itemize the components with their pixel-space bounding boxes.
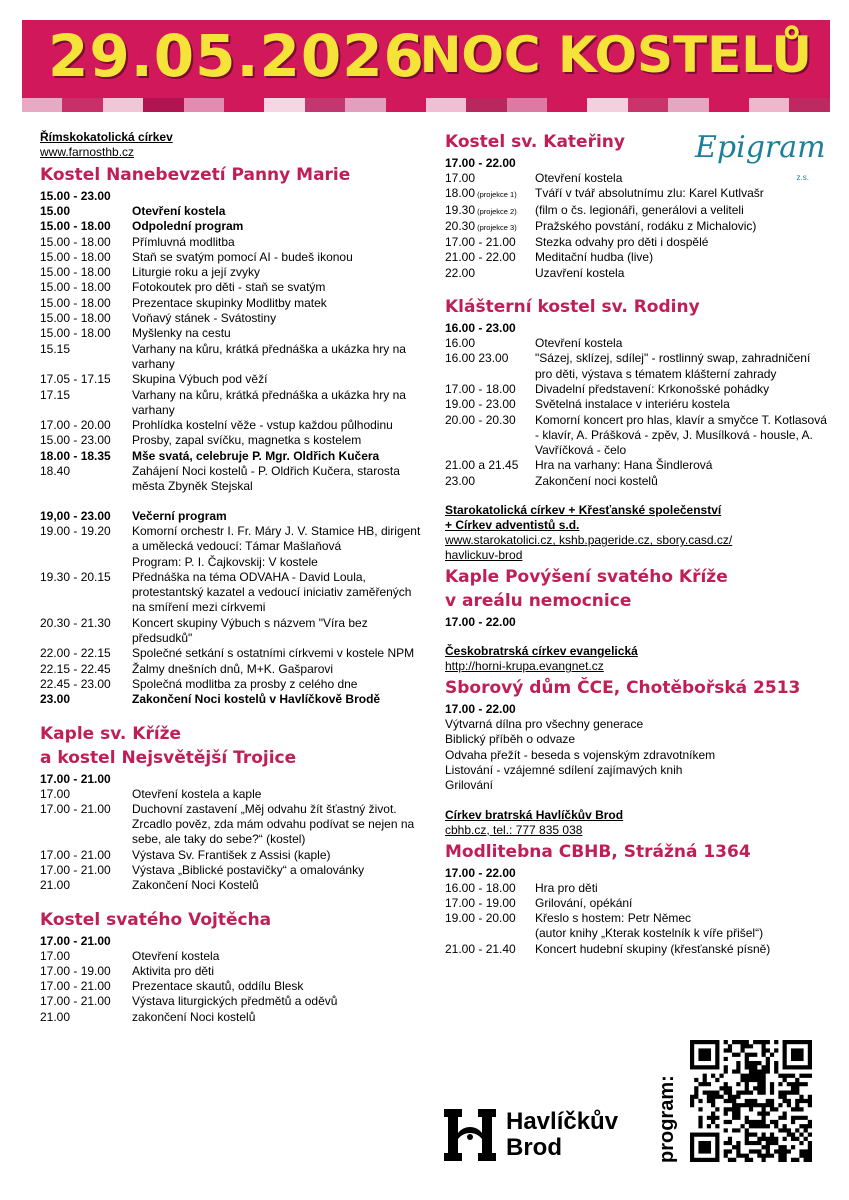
org-name: Církev bratrská Havlíčkův Brod: [445, 807, 624, 822]
church-title: Modlitebna CBHB, Strážná 1364: [445, 841, 751, 862]
schedule-time: [40, 555, 132, 570]
schedule-description: Aktivita pro děti: [132, 963, 215, 978]
strip-segment: [668, 98, 708, 112]
church-title: Kostel svatého Vojtěcha: [40, 909, 272, 930]
left-column: [40, 130, 425, 1025]
schedule-description: Prohlídka kostelní věže - vstup každou půlhodinu: [132, 418, 393, 433]
schedule-row: [40, 863, 425, 878]
program-item: Listování - vzájemné sdílení zajímavých knih: [445, 762, 683, 777]
schedule-time: 18.00 - 18.35: [40, 448, 111, 463]
schedule-row: [40, 204, 425, 219]
schedule-time: 15.00: [40, 204, 71, 218]
schedule-time: 15.00 - 18.00: [40, 326, 111, 341]
schedule-row: [40, 418, 425, 433]
schedule-time: 15.00 - 18.00: [40, 234, 111, 249]
strip-segment: [224, 98, 264, 112]
right-column: [445, 130, 830, 957]
schedule-row: [445, 413, 830, 459]
strip-segment: [345, 98, 385, 112]
schedule-row: [40, 296, 425, 311]
strip-segment: [305, 98, 345, 112]
schedule-row: [40, 555, 425, 570]
strip-segment: [426, 98, 466, 112]
schedule-time: 15.00 - 18.00: [40, 265, 111, 280]
church-title: Kaple sv. Kříže: [40, 723, 182, 744]
schedule-description: Prosby, zapal svíčku, magnetka s kostelem: [132, 433, 362, 448]
schedule-row: [40, 646, 425, 661]
schedule-description: Výstava Sv. František z Assisi (kaple): [132, 847, 331, 862]
schedule-list: [40, 949, 425, 1025]
schedule-row: [445, 336, 830, 351]
program-qr-code[interactable]: [690, 1040, 812, 1162]
schedule-description: Otevření kostela a kaple: [132, 786, 262, 801]
projection-note: (projekce 2): [475, 206, 517, 216]
schedule-list: [40, 204, 425, 495]
schedule-time: 15.00 - 23.00: [40, 433, 111, 448]
schedule-description: Zakončení Noci Kostelů: [132, 878, 259, 893]
schedule-time: 15.15: [40, 341, 71, 356]
schedule-row: [40, 979, 425, 994]
schedule-time: 22.00 - 22.15: [40, 646, 111, 661]
schedule-description: Koncert skupiny Výbuch s názvem "Víra bez předsudků": [132, 615, 368, 646]
schedule-row: [445, 926, 830, 941]
schedule-description: Skupina Výbuch pod věží: [132, 372, 268, 387]
time-range: 17.00 - 21.00: [40, 771, 111, 786]
schedule-description: Hra na varhany: Hana Šindlerová: [535, 458, 713, 473]
schedule-row: [40, 280, 425, 295]
projection-note: (projekce 1): [475, 190, 517, 200]
schedule-description: Zahájení Noci kostelů - P. Oldřich Kučera, starosta města Zbyněk Stejskal: [132, 464, 400, 494]
schedule-time: 21.00 - 21.40: [445, 941, 516, 956]
schedule-time: 19.00 - 23.00: [445, 397, 516, 412]
church-title: Klášterní kostel sv. Rodiny: [445, 297, 700, 318]
schedule-description: (film o čs. legionáři, generálovi a veliteli: [535, 202, 744, 217]
schedule-time: 19,00 - 23.00: [40, 508, 111, 523]
church-title: Kostel Nanebevzetí Panny Marie: [40, 165, 351, 185]
schedule-time: 18.00 (projekce 1): [445, 186, 517, 201]
schedule-row: [40, 464, 425, 495]
schedule-row: [445, 219, 830, 235]
schedule-time: 22.15 - 22.45: [40, 661, 111, 676]
time-range: 17.00 - 22.00: [445, 156, 516, 170]
org-website-link-line2[interactable]: havlickuv-brod: [445, 548, 523, 563]
schedule-list: [445, 336, 830, 489]
schedule-description: Komorní koncert pro hlas, klavír a smyčce T. Kotlasová - klavír, A. Prášková - zpěv, J. Musílková - housle, A. Vavříčková - čelo: [535, 412, 827, 458]
schedule-row: [445, 250, 830, 265]
schedule-time: 17.00 - 20.00: [40, 418, 111, 433]
schedule-row: [40, 388, 425, 419]
program-item: Biblický příběh o odvaze: [445, 732, 576, 747]
schedule-description: Voňavý stánek - Svátostiny: [132, 311, 277, 326]
schedule-description: Žalmy dnešních dnů, M+K. Gašparovi: [132, 661, 334, 676]
schedule-time: 17.00 - 21.00: [445, 235, 516, 250]
schedule-time: 21.00: [40, 878, 71, 893]
schedule-row: [40, 509, 425, 524]
qr-finder-pattern: [690, 1040, 719, 1069]
schedule-description: Divadelní představení: Krkonošské pohádky: [535, 381, 770, 396]
schedule-time: 18.40: [40, 464, 71, 479]
time-range: 15.00 - 23.00: [40, 189, 111, 203]
schedule-row: [40, 250, 425, 265]
schedule-time: 15.00 - 18.00: [40, 249, 111, 264]
program-label: [648, 1065, 688, 1165]
epigram-logo-sub: z.s.: [796, 173, 809, 182]
org-name: Starokatolická církev + Křesťanské společenství: [445, 503, 722, 518]
schedule-row: [40, 692, 425, 707]
schedule-time: 20.00 - 20.30: [445, 412, 516, 427]
schedule-row: [40, 433, 425, 448]
strip-segment: [62, 98, 102, 112]
schedule-description: Myšlenky na cestu: [132, 326, 231, 341]
schedule-row: [40, 949, 425, 964]
schedule-time: 23.00: [40, 692, 71, 707]
strip-segment: [264, 98, 304, 112]
program-label-text: program:: [656, 1075, 678, 1163]
strip-segment: [547, 98, 587, 112]
qr-finder-pattern: [690, 1133, 719, 1162]
schedule-description: "Sázej, sklízej, sdílej" - rostlinný swap, zahradničení pro děti, výstava s tématem klášterní zahrady: [535, 351, 811, 381]
schedule-description: Varhany na kůru, krátká přednáška a ukázka hry na varhany: [132, 387, 406, 417]
schedule-description: Světelná instalace v interiéru kostela: [535, 397, 730, 412]
schedule-description: Večerní program: [132, 508, 227, 523]
schedule-description: Program: P. I. Čajkovskij: V kostele: [132, 554, 318, 569]
banner-color-strip: [22, 98, 830, 112]
schedule-description: Duchovní zastavení „Měj odvahu žít šťastný život. Zrcadlo pověz, zda mám odvahu podívat se nejen na sebe, ale taky do sebe?“ (kostel): [132, 801, 415, 847]
org-name: Českobratrská církev evangelická: [445, 644, 638, 659]
schedule-time: 16.00 - 18.00: [445, 880, 516, 895]
schedule-row: [40, 219, 425, 234]
org-website-link[interactable]: www.farnosthb.cz: [40, 145, 135, 159]
schedule-description: Prezentace skautů, oddílu Blesk: [132, 979, 304, 994]
schedule-description: Meditační hudba (live): [535, 250, 654, 265]
schedule-time: 17.00 - 21.00: [40, 801, 111, 816]
schedule-description: Zakončení Noci kostelů v Havlíčkově Brodě: [132, 692, 381, 707]
schedule-description: (autor knihy „Kterak kostelník k víře přišel“): [535, 926, 764, 941]
program-item: Výtvarná dílna pro všechny generace: [445, 717, 644, 732]
schedule-time: 17.00 - 21.00: [40, 862, 111, 877]
schedule-description: Stezka odvahy pro děti i dospělé: [535, 235, 709, 250]
header-banner: [22, 20, 830, 112]
schedule-description: Výstava liturgických předmětů a oděvů: [132, 994, 338, 1009]
schedule-row: [40, 1010, 425, 1025]
city-name-line2: Brod: [506, 1134, 562, 1161]
schedule-row: [40, 449, 425, 464]
schedule-row: [445, 474, 830, 489]
schedule-row: [40, 524, 425, 555]
schedule-row: [445, 235, 830, 250]
church-title: Kaple Povýšení svatého Kříže: [445, 567, 728, 588]
schedule-list-evening: [40, 509, 425, 708]
strip-segment: [184, 98, 224, 112]
schedule-row: [445, 397, 830, 412]
strip-segment: [22, 98, 62, 112]
schedule-time: 17.00 - 18.00: [445, 381, 516, 396]
strip-segment: [789, 98, 829, 112]
schedule-row: [40, 677, 425, 692]
schedule-list: [445, 881, 830, 957]
schedule-row: [445, 896, 830, 911]
schedule-description: Zakončení noci kostelů: [535, 473, 658, 488]
schedule-description: zakončení Noci kostelů: [132, 1009, 256, 1024]
church-subtitle: a kostel Nejsvětější Trojice: [40, 747, 297, 768]
schedule-description: Mše svatá, celebruje P. Mgr. Oldřich Kučera: [132, 448, 380, 463]
time-range: 17.00 - 22.00: [445, 702, 516, 717]
schedule-list: [445, 171, 830, 281]
schedule-time: 17.00 - 19.00: [445, 895, 516, 910]
schedule-time: 22.45 - 23.00: [40, 676, 111, 691]
schedule-description: Otevření kostela: [132, 204, 226, 218]
projection-note: (projekce 3): [475, 222, 517, 232]
strip-segment: [749, 98, 789, 112]
strip-segment: [709, 98, 749, 112]
schedule-time: 15.00 - 18.00: [40, 280, 111, 295]
schedule-row: [445, 171, 830, 186]
schedule-description: Hra pro děti: [535, 880, 598, 895]
schedule-time: 19.30 - 20.15: [40, 569, 111, 584]
schedule-time: 17.00: [40, 786, 71, 801]
schedule-time: 15.00 - 18.00: [40, 219, 111, 234]
city-emblem-icon: [444, 1107, 496, 1163]
schedule-row: [40, 570, 425, 616]
schedule-time: 17.00: [445, 171, 476, 185]
strip-segment: [143, 98, 183, 112]
city-logo: [444, 1105, 644, 1165]
schedule-row: [40, 311, 425, 326]
schedule-time: 17.15: [40, 387, 71, 402]
schedule-time: 17.00 - 21.00: [40, 994, 111, 1009]
schedule-row: [445, 942, 830, 957]
schedule-row: [40, 848, 425, 863]
schedule-row: [445, 266, 830, 281]
schedule-time: 19.00 - 20.00: [445, 911, 516, 926]
event-date: 29.05.2026: [48, 22, 425, 90]
schedule-row: [40, 964, 425, 979]
schedule-row: [40, 787, 425, 802]
schedule-row: [445, 351, 830, 382]
schedule-time: 21.00 - 22.00: [445, 250, 516, 265]
schedule-description: Přednáška na téma ODVAHA - David Loula, protestantský kazatel a vedoucí iniciativ zaměřených na smíření mezi církvemi: [132, 569, 412, 615]
strip-segment: [507, 98, 547, 112]
strip-segment: [587, 98, 627, 112]
schedule-description: Prezentace skupinky Modlitby matek: [132, 295, 327, 310]
schedule-row: [445, 382, 830, 397]
schedule-description: Staň se svatým pomocí AI - budeš ikonou: [132, 249, 353, 264]
schedule-description: Komorní orchestr I. Fr. Máry J. V. Stamice HB, dirigent a umělecká vedoucí: Támar Mašlaňová: [132, 523, 421, 554]
schedule-time: 21.00: [40, 1009, 71, 1024]
church-title: Kostel sv. Kateřiny: [445, 132, 625, 152]
schedule-row: [445, 186, 830, 202]
schedule-row: [40, 326, 425, 341]
schedule-row: [40, 802, 425, 848]
schedule-time: 22.00: [445, 265, 476, 280]
schedule-row: [40, 994, 425, 1009]
schedule-description: Otevření kostela: [535, 171, 623, 185]
schedule-row: [40, 235, 425, 250]
schedule-time: [445, 926, 535, 941]
schedule-time: 17.05 - 17.15: [40, 372, 111, 387]
schedule-time: 17.00 - 19.00: [40, 963, 111, 978]
program-list: [445, 717, 830, 793]
church-subtitle: v areálu nemocnice: [445, 591, 632, 612]
schedule-description: Otevření kostela: [132, 948, 220, 963]
strip-segment: [628, 98, 668, 112]
church-title: Sborový dům ČCE, Chotěbořská 2513: [445, 678, 801, 699]
schedule-row: [445, 458, 830, 473]
schedule-time: 17.00: [40, 948, 71, 963]
program-item: Grilování: [445, 778, 494, 793]
schedule-time: 19.30 (projekce 2): [445, 202, 517, 217]
strip-segment: [466, 98, 506, 112]
schedule-description: Společná modlitba za prosby z celého dne: [132, 676, 358, 691]
schedule-description: Výstava „Biblické postavičky“ a omalovánky: [132, 862, 365, 877]
epigram-logo-text: Epigram: [695, 130, 826, 165]
schedule-time: 23.00: [445, 473, 476, 488]
city-name-line1: Havlíčkův: [506, 1108, 619, 1135]
schedule-row: [40, 878, 425, 893]
time-range: 17.00 - 22.00: [445, 865, 516, 880]
event-title: NOC KOSTELŮ: [419, 26, 812, 84]
schedule-description: Koncert hudební skupiny (křesťanské písně): [535, 941, 771, 956]
schedule-time: 16.00 23.00: [445, 351, 509, 366]
schedule-description: Uzavření kostela: [535, 265, 625, 280]
schedule-description: Liturgie roku a její zvyky: [132, 265, 261, 280]
schedule-description: Křeslo s hostem: Petr Němec: [535, 911, 692, 926]
schedule-description: Fotokoutek pro děti - staň se svatým: [132, 280, 326, 295]
time-range: 17.00 - 22.00: [445, 615, 516, 630]
time-range: 16.00 - 23.00: [445, 321, 516, 336]
schedule-time: 21.00 a 21.45: [445, 458, 519, 473]
strip-segment: [103, 98, 143, 112]
schedule-time: 15.00 - 18.00: [40, 311, 111, 326]
schedule-description: Varhany na kůru, krátká přednáška a ukázka hry na varhany: [132, 341, 406, 371]
schedule-time: 16.00: [445, 336, 476, 351]
schedule-time: 17.00 - 21.00: [40, 847, 111, 862]
org-name: Římskokatolická církev: [40, 130, 173, 144]
time-range: 17.00 - 21.00: [40, 933, 111, 948]
schedule-row: [40, 342, 425, 373]
schedule-row: [445, 911, 830, 926]
schedule-row: [40, 616, 425, 647]
schedule-time: 20.30 (projekce 3): [445, 218, 517, 233]
schedule-row: [40, 662, 425, 677]
schedule-description: Odpolední program: [132, 219, 244, 234]
schedule-row: [445, 203, 830, 219]
schedule-list: [40, 787, 425, 894]
org-website-link[interactable]: http://horni-krupa.evangnet.cz: [445, 659, 604, 674]
schedule-row: [445, 881, 830, 896]
org-website-link[interactable]: www.starokatolici.cz, kshb.pageride.cz, sbory.casd.cz/: [445, 533, 733, 548]
schedule-time: 15.00 - 18.00: [40, 295, 111, 310]
schedule-description: Tváří v tvář absolutnímu zlu: Karel Kutlvašr: [535, 186, 764, 201]
schedule-description: Grilování, opékání: [535, 895, 633, 910]
program-item: Odvaha přežít - beseda s vojenským zdravotníkem: [445, 747, 716, 762]
schedule-row: [40, 265, 425, 280]
schedule-description: Společné setkání s ostatními církvemi v kostele NPM: [132, 646, 415, 661]
schedule-description: Pražského povstání, rodáku z Michalovic): [535, 218, 757, 233]
qr-finder-pattern: [783, 1040, 812, 1069]
strip-segment: [386, 98, 426, 112]
schedule-time: 17.00 - 21.00: [40, 979, 111, 994]
schedule-description: Otevření kostela: [535, 336, 623, 351]
org-contact-link[interactable]: cbhb.cz, tel.: 777 835 038: [445, 822, 583, 837]
schedule-row: [40, 372, 425, 387]
schedule-description: Přímluvná modlitba: [132, 234, 235, 249]
org-name-line2: + Církev adventistů s.d.: [445, 518, 580, 533]
schedule-time: 20.30 - 21.30: [40, 615, 111, 630]
schedule-time: 19.00 - 19.20: [40, 523, 111, 538]
